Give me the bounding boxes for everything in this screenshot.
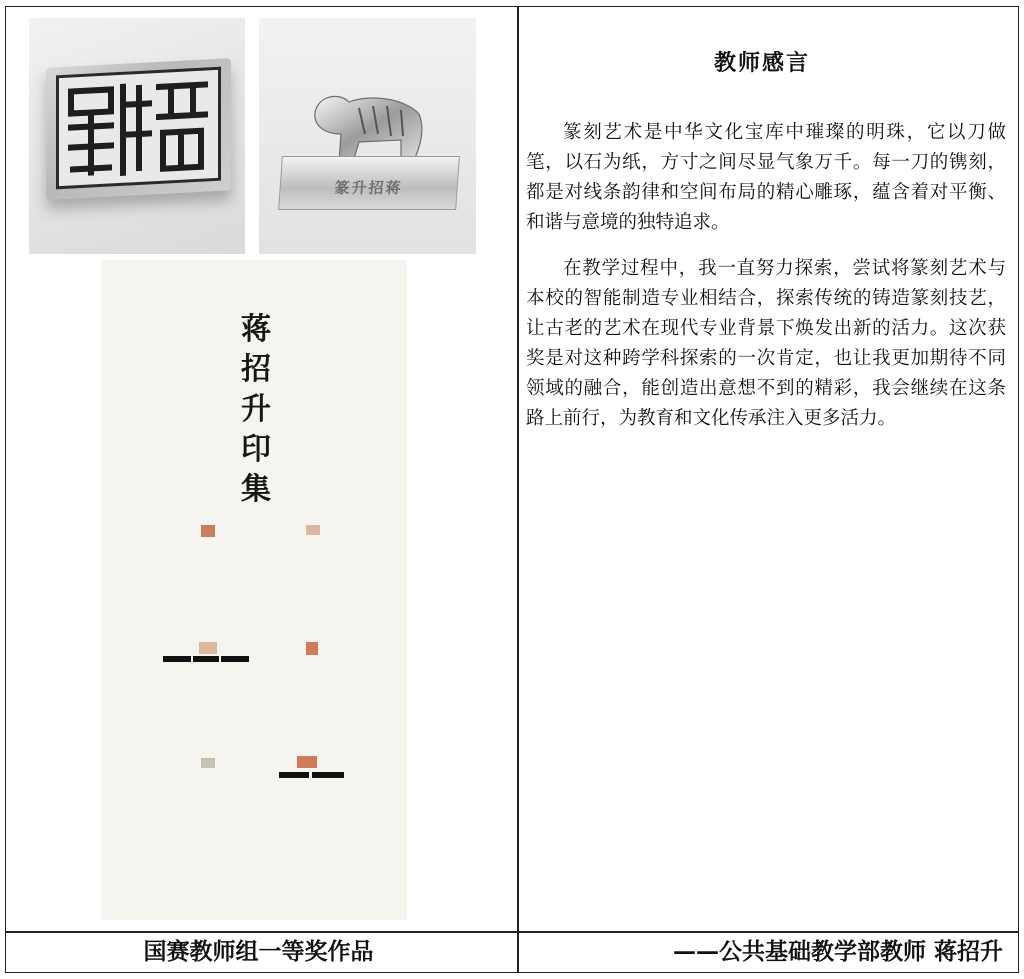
book-title-char: 印 <box>241 432 271 467</box>
seal-impression <box>201 758 215 768</box>
seal-impression <box>306 525 320 535</box>
remarks-paragraph: 篆刻艺术是中华文化宝库中璀璨的明珠，它以刀做笔，以石为纸，方寸之间尽显气象万千。每一刀的镌刻，都是对线条韵律和空间布局的精心雕琢，蕴含着对平衡、和谐与意境的独特追求。 <box>526 122 1006 233</box>
seal-impression <box>306 642 318 655</box>
seal-impression <box>297 756 317 768</box>
remarks-paragraph: 在教学过程中，我一直努力探索，尝试将篆刻艺术与本校的智能制造专业相结合，探索传统的铸造篆刻技艺，让古老的艺术在现代专业背景下焕发出新的活力。这次获奖是对这种跨学科探索的一次肯定，也让我更加期待不同领域的融合，能创造出意想不到的精彩，我会继续在这条路上前行，为教育和文化传承注入更多活力。 <box>526 258 1006 429</box>
seal-face-photo <box>29 18 245 254</box>
book-title-char: 集 <box>241 472 271 507</box>
book-title-char: 招 <box>241 352 271 387</box>
lion-figure-graphic <box>309 88 427 164</box>
seal-caption-bar <box>163 656 191 662</box>
teacher-remarks-heading: 教师感言 <box>713 50 810 76</box>
seal-carved-face <box>56 67 221 190</box>
seal-collection-photo <box>101 260 407 920</box>
book-title-char: 蒋 <box>241 312 271 347</box>
lion-seal-photo <box>259 18 476 254</box>
seal-caption-bar <box>221 656 249 662</box>
author-signature: ——公共基础教学部教师 蒋招升 <box>672 938 1003 965</box>
seal-base <box>278 156 460 210</box>
seal-impression <box>199 642 217 654</box>
seal-stone <box>46 58 231 200</box>
seal-caption-bar <box>279 772 309 778</box>
column-divider <box>517 7 519 972</box>
seal-caption-bar <box>312 772 344 778</box>
seal-base-inscription: 篆升招蒋 <box>334 179 404 197</box>
seal-impression <box>201 525 215 537</box>
seal-caption-bar <box>193 656 219 662</box>
book-title <box>221 310 291 510</box>
book-title-char: 升 <box>241 392 271 427</box>
seal-carving-graphic <box>59 70 218 186</box>
award-caption: 国赛教师组一等奖作品 <box>143 938 374 965</box>
